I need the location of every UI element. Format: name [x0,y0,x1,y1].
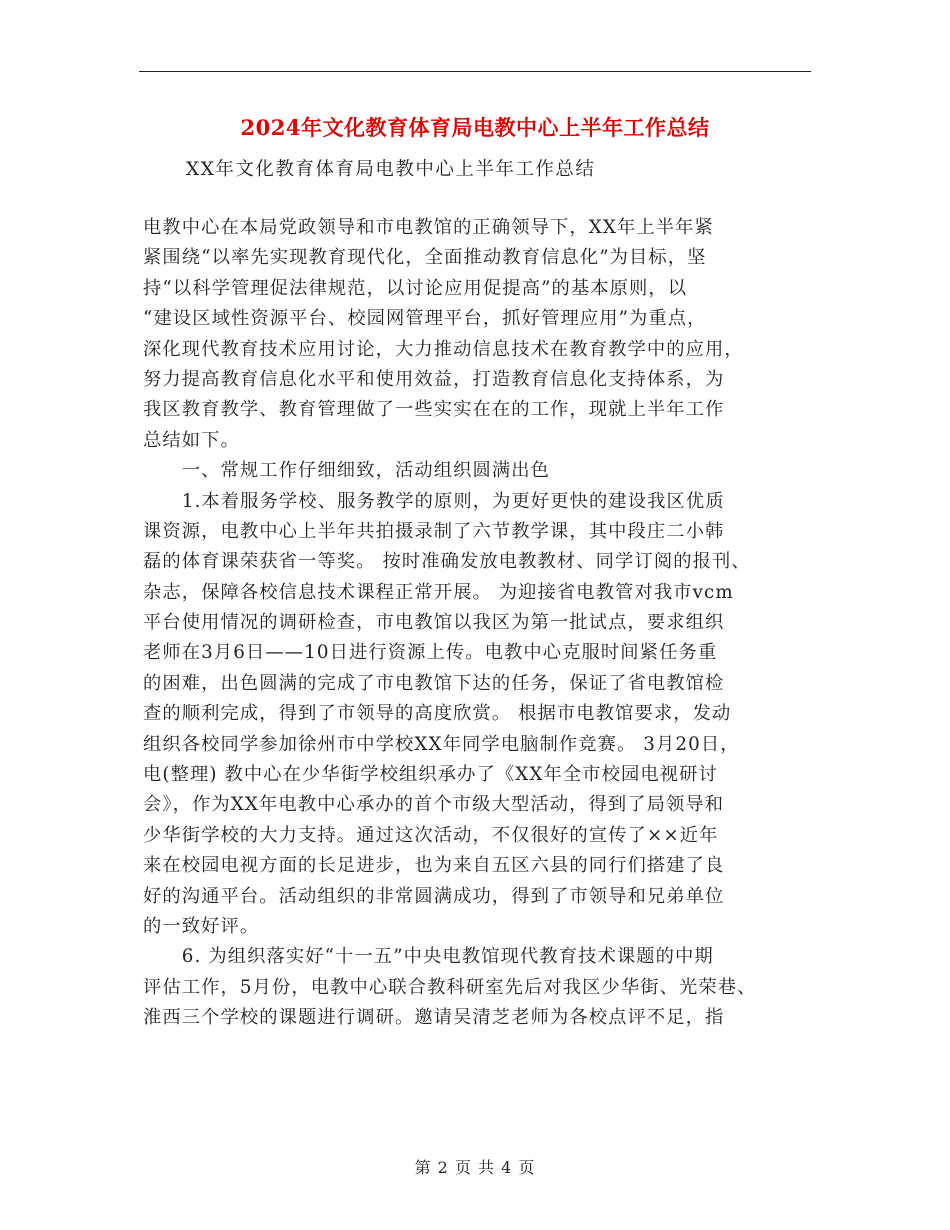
document-body [143,213,811,1034]
body-line: 电(整理) 教中心在少华街学校组织承办了《XX年全市校园电视研讨 [143,764,718,786]
document-title: 2024年文化教育体育局电教中心上半年工作总结 [240,115,710,140]
body-line: 总结如下。 [143,429,240,451]
body-line: 杂志，保障各校信息技术课程正常开展。 为迎接省电教管对我市vcm [143,581,734,603]
body-line: 老师在3月6日——10日进行资源上传。电教中心克服时间紧任务重 [143,642,718,664]
body-line: 会》，作为XX年电教中心承办的首个市级大型活动，得到了局领导和 [143,794,725,816]
body-line: 课资源，电教中心上半年共拍摄录制了六节教学课，其中段庄二小韩 [143,520,725,542]
body-line: 紧围绕“以率先实现教育现代化，全面推动教育信息化”为目标，坚 [143,247,707,269]
body-line: 1.本着服务学校、服务教学的原则，为更好更快的建设我区优质 [143,490,725,512]
body-line: “建设区域性资源平台、校园网管理平台，抓好管理应用”为重点， [143,308,707,330]
body-line: 努力提高教育信息化水平和使用效益，打造教育信息化支持体系，为 [143,368,725,390]
body-line: 淮西三个学校的课题进行调研。邀请吴清芝老师为各校点评不足，指 [143,1007,725,1029]
body-line: 的一致好评。 [143,915,260,937]
document-subtitle: XX年文化教育体育局电教中心上半年工作总结 [186,159,596,180]
body-line: 来在校园电视方面的长足进步，也为来自五区六县的同行们搭建了良 [143,855,725,877]
body-line: 少华街学校的大力支持。通过这次活动，不仅很好的宣传了××近年 [143,824,719,846]
body-line: 组织各校同学参加徐州市中学校XX年同学电脑制作竞赛。 3月20日， [143,733,740,755]
body-line: 持“以科学管理促法律规范，以讨论应用促提高”的基本原则，以 [143,277,688,299]
body-line: 我区教育教学、教育管理做了一些实实在在的工作，现就上半年工作 [143,399,725,421]
body-line: 平台使用情况的调研检查，市电教馆以我区为第一批试点，要求组织 [143,612,725,634]
body-line: 6. 为组织落实好“十一五”中央电教馆现代教育技术课题的中期 [143,946,714,968]
body-line: 一、常规工作仔细细致，活动组织圆满出色 [143,460,551,482]
body-line: 评估工作，5月份，电教中心联合教科研室先后对我区少华街、光荣巷、 [143,976,757,998]
body-line: 查的顺利完成，得到了市领导的高度欣赏。 根据市电教馆要求，发动 [143,703,732,725]
body-line: 磊的体育课荣获省一等奖。 按时准确发放电教教材、同学订阅的报刊、 [143,551,751,573]
body-line: 深化现代教育技术应用讨论，大力推动信息技术在教育教学中的应用， [143,338,744,360]
body-line: 好的沟通平台。活动组织的非常圆满成功，得到了市领导和兄弟单位 [143,885,725,907]
header-rule [139,71,811,72]
body-line: 电教中心在本局党政领导和市电教馆的正确领导下，XX年上半年紧 [143,217,714,238]
body-line: 的困难，出色圆满的完成了市电教馆下达的任务，保证了省电教馆检 [143,672,725,694]
page-footer: 第 2 页 共 4 页 [414,1158,536,1177]
